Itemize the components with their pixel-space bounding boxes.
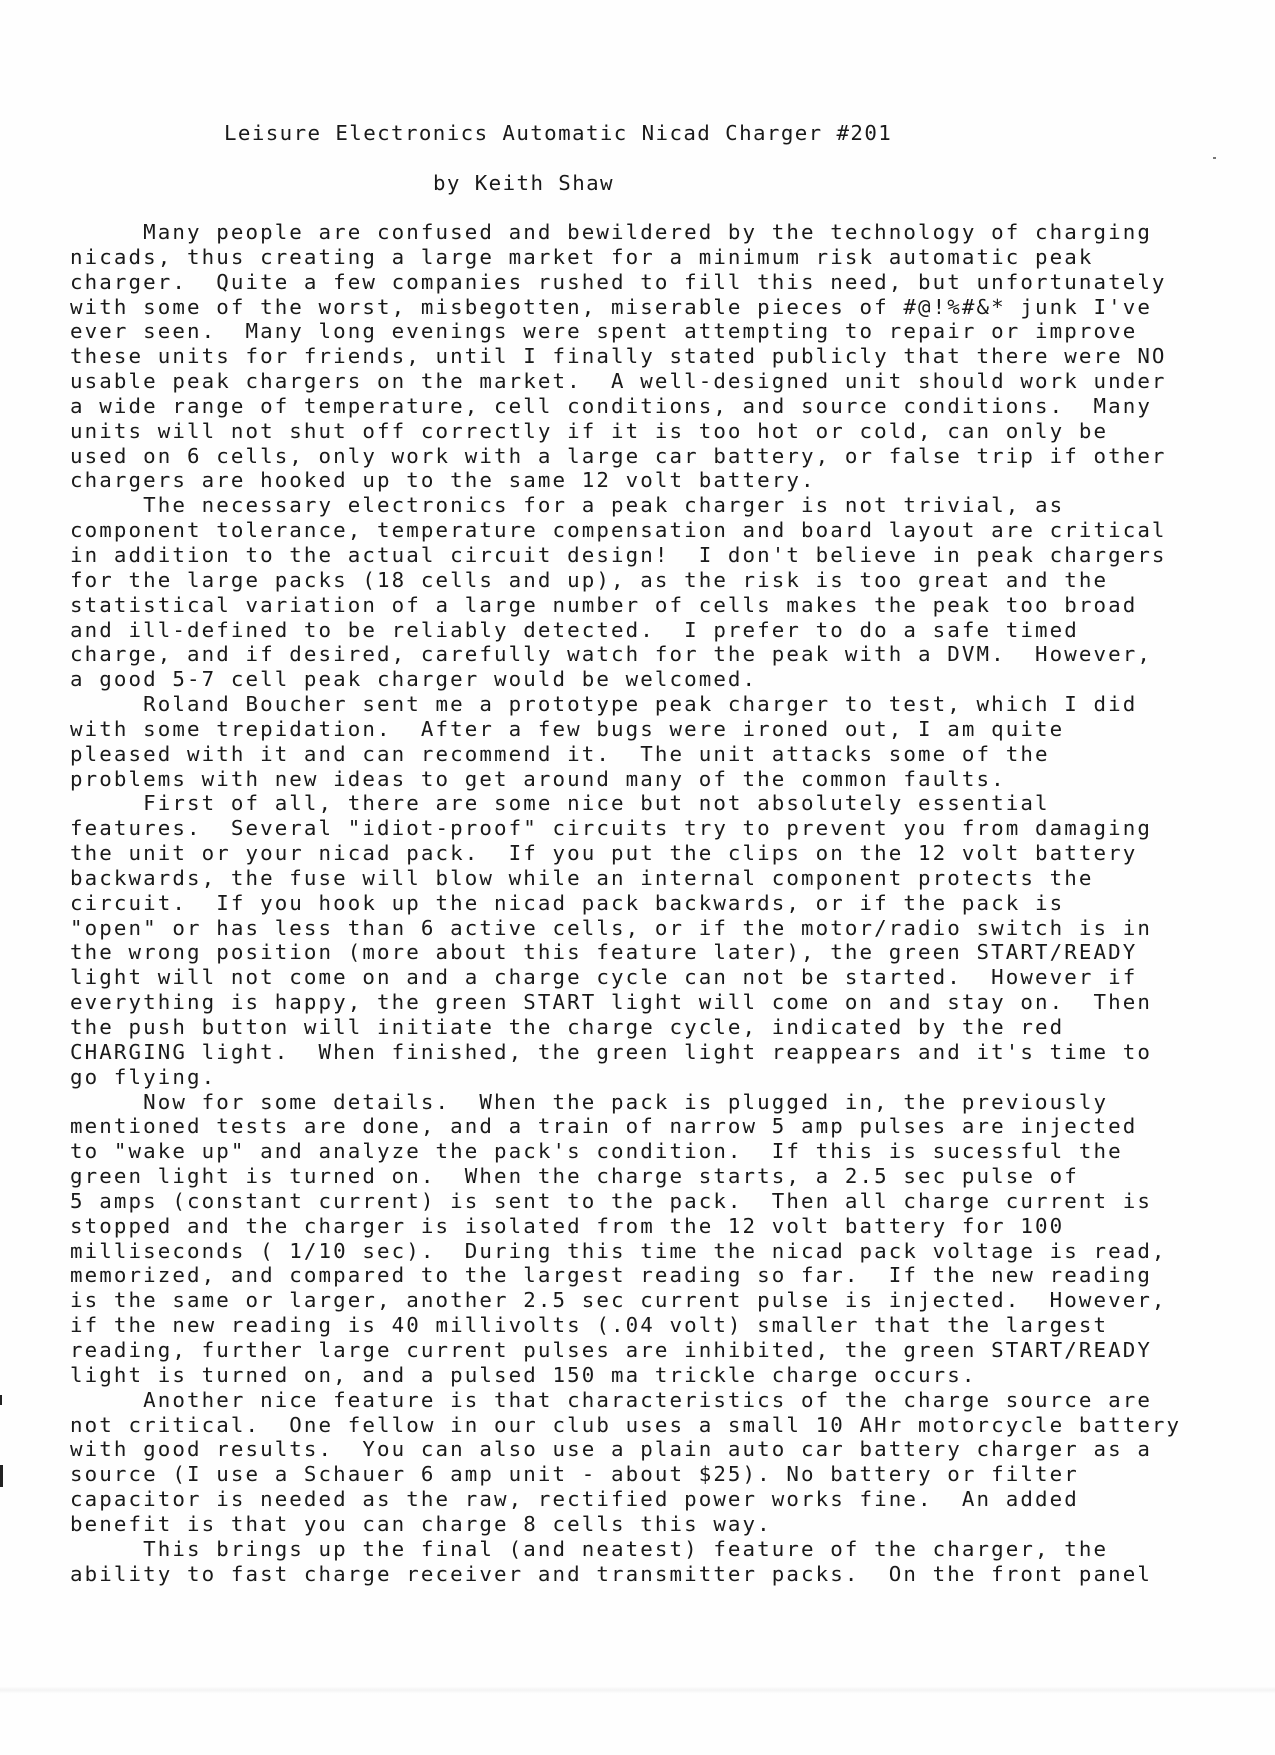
text-line: light is turned on, and a pulsed 150 ma trickle charge occurs. [70, 1362, 977, 1387]
text-line: charger. Quite a few companies rushed to fill this need, but unfortunately [70, 269, 1167, 294]
text-line: Roland Boucher sent me a prototype peak charger to test, which I did [70, 692, 1138, 717]
text-line: go flying. [70, 1064, 217, 1089]
text-line: circuit. If you hook up the nicad pack backwards, or if the pack is [70, 890, 1065, 915]
text-line: a good 5-7 cell peak charger would be welcomed. [70, 667, 758, 692]
text-line: 5 amps (constant current) is sent to the pack. Then all charge current is [70, 1188, 1152, 1213]
text-line: component tolerance, temperature compensation and board layout are critical [70, 518, 1167, 543]
text-line: memorized, and compared to the largest reading so far. If the new reading [70, 1263, 1152, 1288]
text-line: these units for friends, until I finally stated publicly that there were NO [70, 344, 1167, 369]
text-line: First of all, there are some nice but not absolutely essential [70, 791, 1050, 816]
text-line: not critical. One fellow in our club uses a small 10 AHr motorcycle battery [70, 1412, 1182, 1437]
scan-fold-line [0, 1686, 1275, 1694]
text-line: units will not shut off correctly if it is too hot or cold, can only be [70, 418, 1109, 443]
text-line: mentioned tests are done, and a train of narrow 5 amp pulses are injected [70, 1114, 1138, 1139]
text-line: for the large packs (18 cells and up), as the risk is too great and the [70, 567, 1109, 592]
text-line: to "wake up" and analyze the pack's condition. If this is sucessful the [70, 1139, 1123, 1164]
text-line: statistical variation of a large number of cells makes the peak too broad [70, 592, 1138, 617]
text-line: nicads, thus creating a large market for a minimum risk automatic peak [70, 244, 1094, 269]
text-line: and ill-defined to be reliably detected. I prefer to do a safe timed [70, 617, 1079, 642]
text-line: This brings up the final (and neatest) feature of the charger, the [70, 1536, 1109, 1561]
text-line: Many people are confused and bewildered by the technology of charging [70, 220, 1152, 244]
text-line: pleased with it and can recommend it. The unit attacks some of the [70, 741, 1050, 766]
text-line: is the same or larger, another 2.5 sec current pulse is injected. However, [70, 1288, 1167, 1313]
text-line: The necessary electronics for a peak charger is not trivial, as [70, 493, 1065, 518]
text-line: with some trepidation. After a few bugs were ironed out, I am quite [70, 716, 1065, 741]
text-line: the unit or your nicad pack. If you put the clips on the 12 volt battery [70, 841, 1138, 866]
text-line: the push button will initiate the charge cycle, indicated by the red [70, 1015, 1065, 1039]
scan-speck [1213, 157, 1216, 159]
text-line: reading, further large current pulses are inhibited, the green START/READY [70, 1337, 1152, 1362]
text-line: Now for some details. When the pack is plugged in, the previously [70, 1089, 1109, 1114]
text-line: green light is turned on. When the charge starts, a 2.5 sec pulse of [70, 1164, 1079, 1189]
text-line: everything is happy, the green START light will come on and stay on. Then [70, 990, 1152, 1015]
text-line: "open" or has less than 6 active cells, or if the motor/radio switch is in [70, 915, 1152, 940]
article-body [70, 220, 1181, 1586]
text-line: backwards, the fuse will blow while an internal component protects the [70, 865, 1094, 890]
text-line: in addition to the actual circuit design! I don't believe in peak chargers [70, 542, 1167, 567]
text-line: ability to fast charge receiver and transmitter packs. On the front panel [70, 1561, 1152, 1586]
text-line: the wrong position (more about this feature later), the green START/READY [70, 940, 1138, 965]
text-line: chargers are hooked up to the same 12 volt battery. [70, 468, 816, 493]
scan-edge-mark [0, 1395, 2, 1405]
text-line: source (I use a Schauer 6 amp unit - about $25). No battery or filter [70, 1462, 1079, 1487]
text-line: with good results. You can also use a plain auto car battery charger as a [70, 1437, 1152, 1462]
author-byline: by Keith Shaw [433, 171, 614, 195]
text-line: light will not come on and a charge cycle can not be started. However if [70, 965, 1138, 990]
text-line: ever seen. Many long evenings were spent attempting to repair or improve [70, 319, 1138, 344]
text-line: usable peak chargers on the market. A well-designed unit should work under [70, 369, 1167, 394]
text-line: problems with new ideas to get around many of the common faults. [70, 766, 1006, 791]
text-line: features. Several "idiot-proof" circuits try to prevent you from damaging [70, 816, 1152, 841]
text-line: used on 6 cells, only work with a large car battery, or false trip if other [70, 443, 1167, 468]
text-line: stopped and the charger is isolated from the 12 volt battery for 100 [70, 1213, 1065, 1238]
text-line: benefit is that you can charge 8 cells this way. [70, 1511, 772, 1536]
text-line: charge, and if desired, carefully watch for the peak with a DVM. However, [70, 642, 1152, 667]
text-line: Another nice feature is that characteristics of the charge source are [70, 1387, 1152, 1412]
text-line: milliseconds ( 1/10 sec). During this time the nicad pack voltage is read, [70, 1238, 1167, 1263]
scan-edge-mark [0, 1465, 3, 1487]
text-line: capacitor is needed as the raw, rectified power works fine. An added [70, 1487, 1079, 1512]
text-line: if the new reading is 40 millivolts (.04 volt) smaller that the largest [70, 1313, 1109, 1338]
text-line: a wide range of temperature, cell conditions, and source conditions. Many [70, 393, 1152, 418]
text-line: CHARGING light. When finished, the green light reappears and it's time to [70, 1039, 1152, 1064]
document-title: Leisure Electronics Automatic Nicad Charger #201 [224, 121, 893, 145]
text-line: with some of the worst, misbegotten, miserable pieces of #@!%#&* junk I've [70, 294, 1152, 319]
